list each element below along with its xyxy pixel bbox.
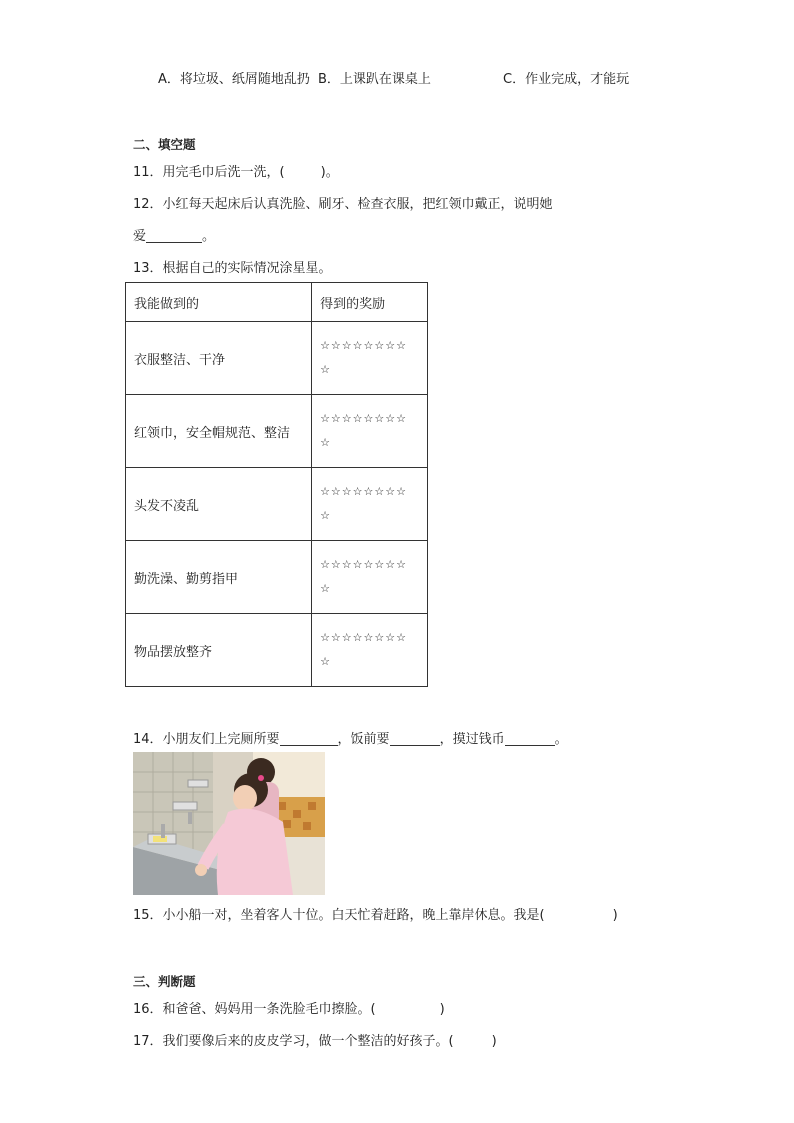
q12-prefix: 爱: [133, 229, 147, 244]
q14-blank-2[interactable]: [390, 731, 440, 746]
q10-option-c: C．作业完成，才能玩: [503, 72, 630, 87]
q10-option-b: B．上课趴在课桌上: [318, 72, 431, 87]
star-icons: ☆☆☆☆☆☆☆☆: [320, 412, 407, 425]
table-row: [126, 395, 428, 468]
q16-text: 16．和爸爸、妈妈用一条洗脸毛巾擦脸。(: [133, 1002, 376, 1017]
section-title-true-false: 三、判断题: [133, 974, 196, 989]
q14-part4: 。: [554, 732, 568, 747]
q14-blank-1[interactable]: [280, 731, 338, 746]
question-14: [133, 728, 568, 747]
table-header-cell: 我能做到的: [126, 283, 312, 322]
question-13: 13．根据自己的实际情况涂星星。: [133, 261, 332, 276]
star-rating-table: [125, 282, 428, 687]
q14-part3: ，摸过钱币: [439, 732, 505, 747]
question-12-line2: [133, 225, 215, 244]
q12-suffix: 。: [202, 229, 216, 244]
q15-text: 15．小小船一对，坐着客人十位。白天忙着赶路，晚上靠岸休息。我是(: [133, 908, 545, 923]
q11-close: )。: [320, 165, 339, 180]
q16-close: ): [439, 1002, 445, 1017]
table-item-cell: 衣服整洁、干净: [126, 322, 312, 395]
table-stars-cell[interactable]: [312, 395, 428, 468]
q10-option-a: A．将垃圾、纸屑随地乱扔: [158, 72, 310, 87]
table-row: [126, 541, 428, 614]
question-12-line1: 12．小红每天起床后认真洗脸、刷牙、检查衣服，把红领巾戴正，说明她: [133, 197, 553, 212]
star-icons: ☆☆☆☆☆☆☆☆: [320, 339, 407, 352]
table-item-cell: 勤洗澡、勤剪指甲: [126, 541, 312, 614]
q14-part2: ，饭前要: [337, 732, 390, 747]
star-icons: ☆: [320, 363, 331, 376]
star-icons: ☆☆☆☆☆☆☆☆: [320, 558, 407, 571]
q14-blank-3[interactable]: [505, 731, 555, 746]
photo-illustration: [133, 752, 325, 895]
table-row: [126, 614, 428, 687]
star-icons: ☆: [320, 509, 331, 522]
q12-blank[interactable]: [146, 228, 202, 243]
children-washing-hands-photo: [133, 752, 325, 895]
table-header-cell: 得到的奖励: [312, 283, 428, 322]
question-17: [133, 1030, 497, 1049]
star-icons: ☆☆☆☆☆☆☆☆: [320, 631, 407, 644]
star-icons: ☆: [320, 582, 331, 595]
q17-text: 17．我们要像后来的皮皮学习，做一个整洁的好孩子。(: [133, 1034, 454, 1049]
table-stars-cell[interactable]: [312, 322, 428, 395]
table-stars-cell[interactable]: [312, 614, 428, 687]
table-header-row: [126, 283, 428, 322]
table-stars-cell[interactable]: [312, 541, 428, 614]
star-icons: ☆: [320, 655, 331, 668]
table-item-cell: 物品摆放整齐: [126, 614, 312, 687]
table-row: [126, 468, 428, 541]
q11-text: 11．用完毛巾后洗一洗，(: [133, 165, 285, 180]
q14-part1: 14．小朋友们上完厕所要: [133, 732, 280, 747]
table-item-cell: 红领巾，安全帽规范、整洁: [126, 395, 312, 468]
table-row: [126, 322, 428, 395]
table-stars-cell[interactable]: [312, 468, 428, 541]
question-16: [133, 998, 445, 1017]
question-15: [133, 904, 618, 923]
star-icons: ☆☆☆☆☆☆☆☆: [320, 485, 407, 498]
q17-close: ): [491, 1034, 497, 1049]
question-11: [133, 161, 339, 180]
q15-close: ): [612, 908, 618, 923]
section-title-fill-in: 二、填空题: [133, 137, 196, 152]
star-icons: ☆: [320, 436, 331, 449]
table-item-cell: 头发不凌乱: [126, 468, 312, 541]
